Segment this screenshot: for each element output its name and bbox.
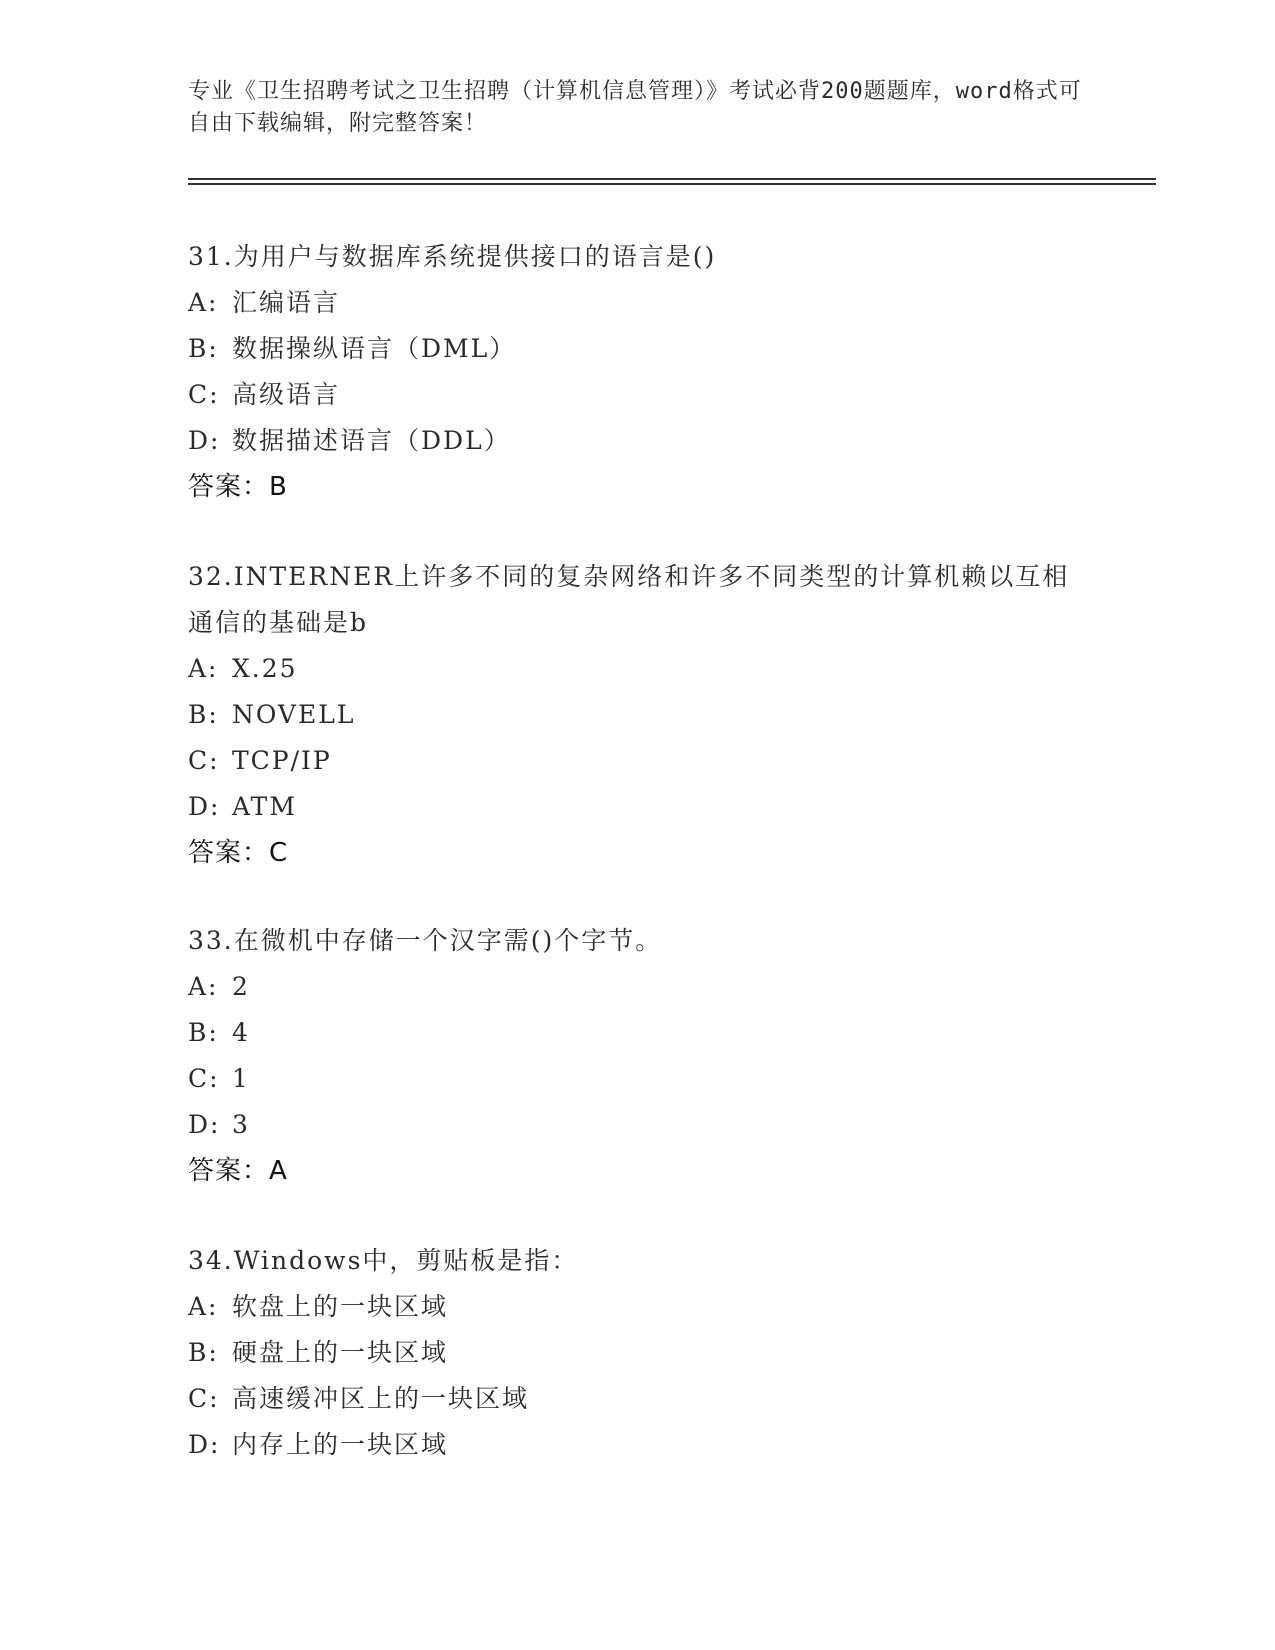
option-letter: A: (188, 1292, 219, 1321)
option-b (188, 326, 1088, 372)
answer-line: 答案：C (188, 838, 289, 868)
option-letter: C: (188, 746, 220, 775)
option-a (188, 1284, 1088, 1330)
question-text: 34.Windows中，剪贴板是指： (188, 1246, 579, 1275)
option-c (188, 1056, 1088, 1102)
option-text: TCP/IP (232, 746, 332, 775)
option-d (188, 784, 1088, 830)
option-letter: B: (188, 334, 219, 363)
option-b (188, 1010, 1088, 1056)
option-text: 数据描述语言（DDL） (232, 426, 511, 455)
answer-line: 答案：B (188, 472, 288, 502)
header-divider-top (188, 178, 1156, 180)
option-letter: B: (188, 1018, 219, 1047)
answer-line: 答案：A (188, 1156, 288, 1186)
option-c (188, 372, 1088, 418)
option-text: 软盘上的一块区域 (232, 1292, 449, 1321)
option-letter: D: (188, 426, 221, 455)
question-text: 31.为用户与数据库系统提供接口的语言是() (188, 242, 717, 271)
option-a (188, 646, 1088, 692)
option-c (188, 738, 1088, 784)
option-letter: C: (188, 380, 220, 409)
option-text: NOVELL (232, 700, 356, 729)
question-text: 32.INTERNER上许多不同的复杂网络和许多不同类型的计算机赖以互相通信的基础是b (188, 562, 1070, 637)
option-text: 1 (232, 1064, 250, 1093)
option-d (188, 1422, 1088, 1468)
option-text: ATM (232, 792, 297, 821)
option-letter: D: (188, 792, 221, 821)
option-letter: D: (188, 1110, 221, 1139)
option-text: 3 (232, 1110, 250, 1139)
question-32 (188, 554, 1088, 876)
option-letter: C: (188, 1064, 220, 1093)
option-text: 数据操纵语言（DML） (232, 334, 517, 363)
option-text: 内存上的一块区域 (232, 1430, 449, 1459)
option-letter: C: (188, 1384, 220, 1413)
option-b (188, 692, 1088, 738)
question-text: 33.在微机中存储一个汉字需()个字节。 (188, 926, 663, 955)
question-34 (188, 1238, 1088, 1468)
option-b (188, 1330, 1088, 1376)
option-d (188, 418, 1088, 464)
option-text: 硬盘上的一块区域 (232, 1338, 449, 1367)
option-text: X.25 (232, 654, 298, 683)
option-text: 4 (232, 1018, 250, 1047)
option-letter: A: (188, 288, 219, 317)
option-text: 汇编语言 (232, 288, 341, 317)
document-header: 专业《卫生招聘考试之卫生招聘（计算机信息管理）》考试必背200题题库，word格式可自由下载编辑，附完整答案！ (188, 79, 1082, 136)
option-letter: B: (188, 1338, 219, 1367)
option-d (188, 1102, 1088, 1148)
option-text: 2 (232, 972, 250, 1001)
option-a (188, 280, 1088, 326)
option-text: 高级语言 (232, 380, 341, 409)
question-33 (188, 918, 1088, 1194)
option-text: 高速缓冲区上的一块区域 (232, 1384, 530, 1413)
option-letter: A: (188, 654, 219, 683)
header-divider-bottom (188, 183, 1156, 185)
option-a (188, 964, 1088, 1010)
option-letter: A: (188, 972, 219, 1001)
option-letter: B: (188, 700, 219, 729)
option-c (188, 1376, 1088, 1422)
question-31 (188, 234, 1088, 510)
option-letter: D: (188, 1430, 221, 1459)
